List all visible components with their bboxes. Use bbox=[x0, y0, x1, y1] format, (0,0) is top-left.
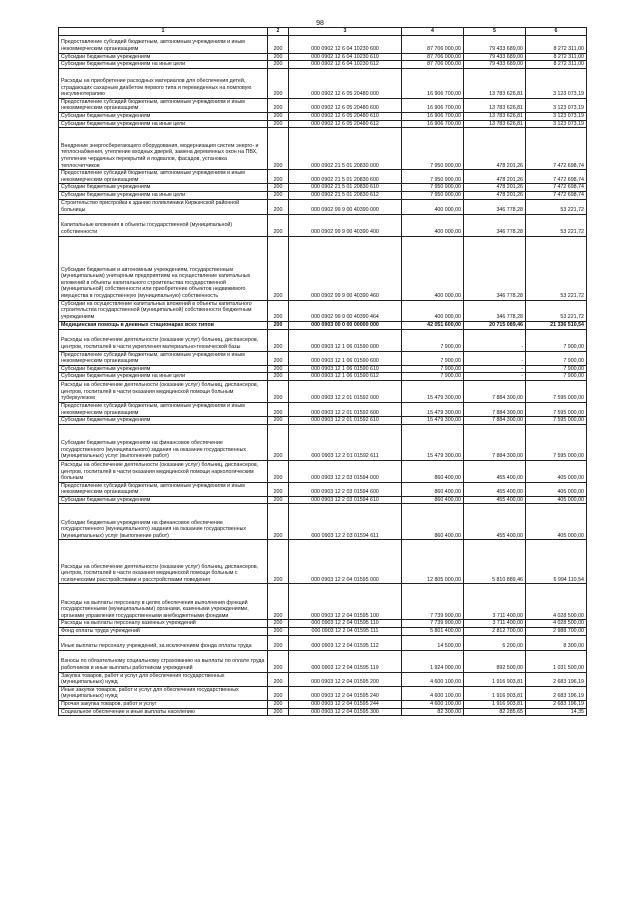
row-name: Предоставление субсидий бюджетным, автономным учреждениям и иным некоммерческим организациям bbox=[59, 482, 268, 496]
row-approved-amount: 15 479 300,00 bbox=[402, 417, 464, 425]
row-admin-code: 200 bbox=[268, 199, 289, 214]
row-executed-amount: 1 916 903,81 bbox=[464, 701, 526, 709]
row-unexecuted-amount: 1 031 500,00 bbox=[526, 650, 587, 672]
row-admin-code: 200 bbox=[268, 402, 289, 416]
row-executed-amount: 82 285,65 bbox=[464, 708, 526, 716]
row-approved-amount: 16 906 700,00 bbox=[402, 120, 464, 128]
row-executed-amount: 1 916 903,81 bbox=[464, 686, 526, 700]
table-row bbox=[59, 68, 587, 98]
row-unexecuted-amount: 7 472 698,74 bbox=[526, 191, 587, 199]
row-approved-amount: 400 000,00 bbox=[402, 236, 464, 300]
row-budget-code: 000 0902 12 6 05 20480 612 bbox=[289, 120, 402, 128]
row-name: Строительство пристройки к зданию поликлиники Киржачской районной больницы bbox=[59, 199, 268, 214]
page-number: 98 bbox=[316, 20, 324, 27]
row-budget-code: 000 0902 12 6 05 20480 610 bbox=[289, 112, 402, 120]
row-approved-amount: 4 600 100,00 bbox=[402, 686, 464, 700]
row-budget-code: 000 0903 12 1 06 01590 000 bbox=[289, 329, 402, 351]
row-unexecuted-amount: 3 123 073,19 bbox=[526, 120, 587, 128]
row-approved-amount: 400 000,00 bbox=[402, 214, 464, 236]
table-row bbox=[59, 199, 587, 214]
row-executed-amount: 346 778,28 bbox=[464, 199, 526, 214]
row-admin-code: 200 bbox=[268, 672, 289, 686]
row-unexecuted-amount: 7 900,00 bbox=[526, 329, 587, 351]
row-name: Предоставление субсидий бюджетным, автономным учреждениям и иным некоммерческим организациям bbox=[59, 351, 268, 365]
row-admin-code: 200 bbox=[268, 214, 289, 236]
row-budget-code: 000 0902 12 6 04 10230 610 bbox=[289, 53, 402, 61]
row-approved-amount: 42 051 600,00 bbox=[402, 321, 464, 329]
row-approved-amount: 860 400,00 bbox=[402, 460, 464, 482]
row-admin-code: 200 bbox=[268, 482, 289, 496]
row-approved-amount: 7 739 900,00 bbox=[402, 620, 464, 628]
row-executed-amount: 13 783 626,81 bbox=[464, 112, 526, 120]
row-approved-amount: 7 900,00 bbox=[402, 373, 464, 381]
row-executed-amount: 7 884 300,00 bbox=[464, 380, 526, 402]
row-budget-code: 000 0903 12 2 01 01592 611 bbox=[289, 424, 402, 460]
row-admin-code: 200 bbox=[268, 540, 289, 584]
row-executed-amount: 455 400,00 bbox=[464, 504, 526, 540]
header-col-2: 2 bbox=[268, 28, 289, 36]
row-approved-amount: 87 706 000,00 bbox=[402, 61, 464, 69]
row-approved-amount: 860 400,00 bbox=[402, 504, 464, 540]
row-name: Субсидии бюджетным учреждениям bbox=[59, 112, 268, 120]
budget-execution-table bbox=[58, 27, 587, 716]
row-admin-code: 200 bbox=[268, 61, 289, 69]
row-admin-code: 200 bbox=[268, 584, 289, 620]
row-executed-amount: 13 783 626,81 bbox=[464, 68, 526, 98]
row-executed-amount: 13 783 626,81 bbox=[464, 120, 526, 128]
row-unexecuted-amount: 7 595 000,00 bbox=[526, 380, 587, 402]
row-budget-code: 000 0903 12 2 01 01592 610 bbox=[289, 417, 402, 425]
row-approved-amount: 7 739 900,00 bbox=[402, 584, 464, 620]
row-name: Субсидии бюджетным учреждениям на иные цели bbox=[59, 61, 268, 69]
row-name: Расходы на обеспечение деятельности (оказание услуг) больниц, диспансеров, центров, госпиталей в части оказания медицинской помощи наркологическим больным bbox=[59, 460, 268, 482]
row-approved-amount: 16 906 700,00 bbox=[402, 68, 464, 98]
row-approved-amount: 15 479 300,00 bbox=[402, 402, 464, 416]
table-row bbox=[59, 424, 587, 460]
row-unexecuted-amount: 8 272 311,00 bbox=[526, 35, 587, 53]
table-row bbox=[59, 236, 587, 300]
table-row bbox=[59, 329, 587, 351]
row-admin-code: 200 bbox=[268, 170, 289, 184]
row-name: Расходы на обеспечение деятельности (оказание услуг) больниц, диспансеров, центров, госпиталей в части оказания медицинской помощи больным туберкулезом bbox=[59, 380, 268, 402]
row-budget-code: 000 0903 12 2 04 01595 240 bbox=[289, 686, 402, 700]
row-budget-code: 000 0903 12 1 06 01590 600 bbox=[289, 351, 402, 365]
row-executed-amount: 79 433 689,00 bbox=[464, 61, 526, 69]
row-name: Субсидии бюджетным учреждениям на финансовое обеспечение государственного (муниципального) задания на оказание государственных (муниципальных) услуг (выполнение работ) bbox=[59, 504, 268, 540]
row-executed-amount: 892 500,00 bbox=[464, 650, 526, 672]
row-executed-amount: 20 715 089,46 bbox=[464, 321, 526, 329]
row-budget-code: 000 0903 12 2 04 01595 300 bbox=[289, 708, 402, 716]
row-unexecuted-amount: 405 000,00 bbox=[526, 460, 587, 482]
header-col-1: 1 bbox=[59, 28, 268, 36]
row-admin-code: 200 bbox=[268, 98, 289, 112]
row-name: Взносы по обязательному социальному страхованию на выплаты по оплате труда работников и иные выплаты работникам учреждений bbox=[59, 650, 268, 672]
row-budget-code: 000 0903 12 2 04 01595 200 bbox=[289, 672, 402, 686]
row-budget-code: 000 0903 12 2 03 01594 000 bbox=[289, 460, 402, 482]
row-approved-amount: 14 500,00 bbox=[402, 635, 464, 650]
row-executed-amount: - bbox=[464, 373, 526, 381]
row-approved-amount: 87 706 000,00 bbox=[402, 35, 464, 53]
row-unexecuted-amount: 6 994 110,54 bbox=[526, 540, 587, 584]
row-name: Предоставление субсидий бюджетным, автономным учреждениям и иным некоммерческим организациям bbox=[59, 98, 268, 112]
row-executed-amount: 3 711 400,00 bbox=[464, 584, 526, 620]
row-admin-code: 200 bbox=[268, 365, 289, 373]
table-row bbox=[59, 321, 587, 329]
row-approved-amount: 400 000,00 bbox=[402, 199, 464, 214]
row-executed-amount: - bbox=[464, 329, 526, 351]
row-approved-amount: 7 950 900,00 bbox=[402, 191, 464, 199]
table-row bbox=[59, 98, 587, 112]
row-admin-code: 200 bbox=[268, 184, 289, 192]
row-budget-code: 000 0902 21 5 01 20830 610 bbox=[289, 184, 402, 192]
row-budget-code: 000 0903 12 2 04 01595 100 bbox=[289, 584, 402, 620]
row-admin-code: 200 bbox=[268, 417, 289, 425]
table-row bbox=[59, 402, 587, 416]
row-budget-code: 000 0903 12 2 03 01594 600 bbox=[289, 482, 402, 496]
row-unexecuted-amount: 53 221,72 bbox=[526, 214, 587, 236]
table-row bbox=[59, 635, 587, 650]
row-unexecuted-amount: 7 595 000,00 bbox=[526, 424, 587, 460]
table-row bbox=[59, 380, 587, 402]
row-approved-amount: 7 950 900,00 bbox=[402, 184, 464, 192]
row-name: Расходы на выплаты персоналу в целях обеспечения выполнения функций государственными (муниципальными) органами, казенными учреждениями, органами управления государственными внебюджетными фондами bbox=[59, 584, 268, 620]
row-unexecuted-amount: 8 272 311,00 bbox=[526, 53, 587, 61]
table-row bbox=[59, 214, 587, 236]
row-budget-code: 000 0902 12 6 05 20480 600 bbox=[289, 98, 402, 112]
row-name: Прочая закупка товаров, работ и услуг bbox=[59, 701, 268, 709]
row-budget-code: 000 0903 12 2 04 01595 244 bbox=[289, 701, 402, 709]
row-unexecuted-amount: 7 900,00 bbox=[526, 351, 587, 365]
row-unexecuted-amount: 2 683 196,19 bbox=[526, 672, 587, 686]
row-admin-code: 200 bbox=[268, 120, 289, 128]
row-admin-code: 200 bbox=[268, 68, 289, 98]
row-budget-code: 000 0903 12 2 01 01592 600 bbox=[289, 402, 402, 416]
row-executed-amount: 478 201,26 bbox=[464, 191, 526, 199]
header-col-6: 6 bbox=[526, 28, 587, 36]
table-row bbox=[59, 61, 587, 69]
row-name: Предоставление субсидий бюджетным, автономным учреждениям и иным некоммерческим организациям bbox=[59, 402, 268, 416]
row-approved-amount: 15 479 300,00 bbox=[402, 380, 464, 402]
row-name: Социальное обеспечение и иные выплаты населению bbox=[59, 708, 268, 716]
row-unexecuted-amount: 7 900,00 bbox=[526, 373, 587, 381]
row-approved-amount: 860 400,00 bbox=[402, 496, 464, 504]
row-admin-code: 200 bbox=[268, 460, 289, 482]
row-approved-amount: 15 479 300,00 bbox=[402, 424, 464, 460]
row-unexecuted-amount: 405 000,00 bbox=[526, 504, 587, 540]
row-name: Фонд оплаты труда учреждений bbox=[59, 628, 268, 636]
row-admin-code: 200 bbox=[268, 373, 289, 381]
row-unexecuted-amount: 8 300,00 bbox=[526, 635, 587, 650]
row-unexecuted-amount: 53 221,72 bbox=[526, 300, 587, 321]
row-executed-amount: 7 884 300,00 bbox=[464, 424, 526, 460]
table-row bbox=[59, 365, 587, 373]
table-row bbox=[59, 417, 587, 425]
table-row bbox=[59, 53, 587, 61]
row-executed-amount: 79 433 689,00 bbox=[464, 35, 526, 53]
row-approved-amount: 4 600 100,00 bbox=[402, 701, 464, 709]
row-admin-code: 200 bbox=[268, 53, 289, 61]
row-unexecuted-amount: 7 472 698,74 bbox=[526, 184, 587, 192]
row-executed-amount: 455 400,00 bbox=[464, 496, 526, 504]
row-executed-amount: 346 778,28 bbox=[464, 214, 526, 236]
row-unexecuted-amount: 7 472 698,74 bbox=[526, 170, 587, 184]
row-name: Субсидии бюджетным учреждениям bbox=[59, 53, 268, 61]
row-name: Субсидии бюджетным учреждениям bbox=[59, 417, 268, 425]
row-budget-code: 000 0903 12 2 03 01594 610 bbox=[289, 496, 402, 504]
row-unexecuted-amount: 2 988 700,00 bbox=[526, 628, 587, 636]
row-budget-code: 000 0902 21 5 01 20830 612 bbox=[289, 191, 402, 199]
table-row bbox=[59, 620, 587, 628]
row-approved-amount: 16 906 700,00 bbox=[402, 112, 464, 120]
row-executed-amount: 478 201,26 bbox=[464, 128, 526, 170]
row-budget-code: 000 0902 12 6 04 10230 600 bbox=[289, 35, 402, 53]
row-name: Капитальные вложения в объекты государственной (муниципальной) собственности bbox=[59, 214, 268, 236]
row-approved-amount: 5 801 400,00 bbox=[402, 628, 464, 636]
table-row bbox=[59, 496, 587, 504]
table-row bbox=[59, 672, 587, 686]
row-admin-code: 200 bbox=[268, 504, 289, 540]
row-budget-code: 000 0903 00 0 00 00000 000 bbox=[289, 321, 402, 329]
table-row bbox=[59, 650, 587, 672]
row-admin-code: 200 bbox=[268, 128, 289, 170]
row-budget-code: 000 0903 12 2 04 01595 112 bbox=[289, 635, 402, 650]
row-executed-amount: 7 884 300,00 bbox=[464, 417, 526, 425]
row-executed-amount: 2 812 700,00 bbox=[464, 628, 526, 636]
row-admin-code: 200 bbox=[268, 236, 289, 300]
row-executed-amount: 1 916 903,81 bbox=[464, 672, 526, 686]
row-executed-amount: - bbox=[464, 365, 526, 373]
table-row bbox=[59, 300, 587, 321]
row-name: Субсидии бюджетным учреждениям bbox=[59, 184, 268, 192]
row-admin-code: 200 bbox=[268, 701, 289, 709]
row-budget-code: 000 0902 21 5 01 20830 000 bbox=[289, 128, 402, 170]
row-admin-code: 200 bbox=[268, 496, 289, 504]
row-budget-code: 000 0902 12 6 04 10230 612 bbox=[289, 61, 402, 69]
row-admin-code: 200 bbox=[268, 191, 289, 199]
row-name: Субсидии бюджетным учреждениям на иные цели bbox=[59, 373, 268, 381]
row-name: Субсидии бюджетным учреждениям на иные цели bbox=[59, 120, 268, 128]
row-executed-amount: 478 201,26 bbox=[464, 170, 526, 184]
row-name: Закупка товаров, работ и услуг для обеспечения государственных (муниципальных) нужд bbox=[59, 672, 268, 686]
row-budget-code: 000 0902 99 9 00 40390 460 bbox=[289, 236, 402, 300]
header-col-4: 4 bbox=[402, 28, 464, 36]
row-unexecuted-amount: 21 336 510,54 bbox=[526, 321, 587, 329]
row-unexecuted-amount: 53 221,72 bbox=[526, 236, 587, 300]
row-name: Субсидии бюджетным учреждениям на финансовое обеспечение государственного (муниципального) задания на оказание государственных (муниципальных) услуг (выполнение работ) bbox=[59, 424, 268, 460]
row-approved-amount: 87 706 000,00 bbox=[402, 53, 464, 61]
header-col-3: 3 bbox=[289, 28, 402, 36]
row-name: Субсидии на осуществление капитальных вложений в объекты капитального строительства государственной (муниципальной) собственности бюджетным учреждениям bbox=[59, 300, 268, 321]
row-executed-amount: 478 201,26 bbox=[464, 184, 526, 192]
row-executed-amount: - bbox=[464, 351, 526, 365]
row-name: Субсидии бюджетным учреждениям bbox=[59, 365, 268, 373]
header-col-5: 5 bbox=[464, 28, 526, 36]
row-unexecuted-amount: 2 683 196,19 bbox=[526, 701, 587, 709]
table-row bbox=[59, 373, 587, 381]
row-name: Предоставление субсидий бюджетным, автономным учреждениям и иным некоммерческим организациям bbox=[59, 35, 268, 53]
row-budget-code: 000 0902 12 6 05 20480 000 bbox=[289, 68, 402, 98]
row-admin-code: 200 bbox=[268, 686, 289, 700]
row-admin-code: 200 bbox=[268, 35, 289, 53]
row-budget-code: 000 0903 12 1 06 01590 610 bbox=[289, 365, 402, 373]
row-name: Расходы на выплаты персоналу казенных учреждений bbox=[59, 620, 268, 628]
row-budget-code: 000 0902 99 9 00 40390 000 bbox=[289, 199, 402, 214]
row-admin-code: 200 bbox=[268, 112, 289, 120]
row-approved-amount: 7 900,00 bbox=[402, 351, 464, 365]
row-name: Субсидии бюджетным учреждениям на иные цели bbox=[59, 191, 268, 199]
row-unexecuted-amount: 4 028 500,00 bbox=[526, 620, 587, 628]
row-name: Расходы на обеспечение деятельности (оказание услуг) больниц, диспансеров, центров, госпиталей в части укрепления материально-технической базы bbox=[59, 329, 268, 351]
row-approved-amount: 1 924 000,00 bbox=[402, 650, 464, 672]
row-unexecuted-amount: 14,35 bbox=[526, 708, 587, 716]
table-row bbox=[59, 686, 587, 700]
table-row bbox=[59, 120, 587, 128]
row-approved-amount: 12 805 000,00 bbox=[402, 540, 464, 584]
row-unexecuted-amount: 53 221,72 bbox=[526, 199, 587, 214]
row-admin-code: 200 bbox=[268, 300, 289, 321]
row-unexecuted-amount: 7 595 000,00 bbox=[526, 417, 587, 425]
row-name: Иные закупки товаров, работ и услуг для обеспечения государственных (муниципальных) нужд bbox=[59, 686, 268, 700]
row-budget-code: 000 0903 12 2 01 01592 000 bbox=[289, 380, 402, 402]
table-row bbox=[59, 701, 587, 709]
row-approved-amount: 400 000,00 bbox=[402, 300, 464, 321]
row-executed-amount: 79 433 689,00 bbox=[464, 53, 526, 61]
table-row bbox=[59, 708, 587, 716]
row-unexecuted-amount: 3 123 073,19 bbox=[526, 112, 587, 120]
row-admin-code: 200 bbox=[268, 329, 289, 351]
table-row bbox=[59, 628, 587, 636]
table-row bbox=[59, 460, 587, 482]
row-name: Расходы на обеспечение деятельности (оказание услуг) больниц, диспансеров, центров, госпиталей в части оказания медицинской помощи больным с психическими расстройствами и расстройствами поведения bbox=[59, 540, 268, 584]
row-executed-amount: 6 200,00 bbox=[464, 635, 526, 650]
row-budget-code: 000 0903 12 1 06 01590 612 bbox=[289, 373, 402, 381]
row-name: Иные выплаты персоналу учреждений, за исключением фонда оплаты труда bbox=[59, 635, 268, 650]
row-budget-code: 000 0902 99 9 00 40390 400 bbox=[289, 214, 402, 236]
row-admin-code: 200 bbox=[268, 424, 289, 460]
row-unexecuted-amount: 7 595 000,00 bbox=[526, 402, 587, 416]
table-row bbox=[59, 191, 587, 199]
row-approved-amount: 7 950 900,00 bbox=[402, 170, 464, 184]
row-approved-amount: 82 300,00 bbox=[402, 708, 464, 716]
row-budget-code: 000 0903 12 2 04 01595 111 bbox=[289, 628, 402, 636]
row-executed-amount: 346 778,28 bbox=[464, 236, 526, 300]
row-admin-code: 200 bbox=[268, 708, 289, 716]
row-budget-code: 000 0903 12 2 04 01595 000 bbox=[289, 540, 402, 584]
row-admin-code: 200 bbox=[268, 351, 289, 365]
row-name: Расходы на приобретение расходных материалов для обеспечения детей, страдающих сахарным диабетом первого типа и переведенных на помповую инсулинотерапию bbox=[59, 68, 268, 98]
row-executed-amount: 5 810 889,46 bbox=[464, 540, 526, 584]
row-executed-amount: 7 884 300,00 bbox=[464, 402, 526, 416]
row-unexecuted-amount: 3 123 073,19 bbox=[526, 98, 587, 112]
table-row bbox=[59, 170, 587, 184]
row-budget-code: 000 0902 99 9 00 40390 464 bbox=[289, 300, 402, 321]
row-name: Предоставление субсидий бюджетным, автономным учреждениям и иным некоммерческим организациям bbox=[59, 170, 268, 184]
row-admin-code: 200 bbox=[268, 635, 289, 650]
row-executed-amount: 13 783 626,81 bbox=[464, 98, 526, 112]
table-row bbox=[59, 504, 587, 540]
row-approved-amount: 7 900,00 bbox=[402, 329, 464, 351]
row-name: Субсидии бюджетным учреждениям bbox=[59, 496, 268, 504]
row-unexecuted-amount: 7 900,00 bbox=[526, 365, 587, 373]
row-executed-amount: 346 778,28 bbox=[464, 300, 526, 321]
table-row bbox=[59, 128, 587, 170]
row-executed-amount: 455 400,00 bbox=[464, 482, 526, 496]
row-executed-amount: 455 400,00 bbox=[464, 460, 526, 482]
row-name: Субсидии бюджетным и автономным учреждениям, государственным (муниципальным) унитарным предприятиям на осуществление капитальных вложений в объекты капитального строительства государственной (муниципальной) собственности или приобретение объектов недвижимого имущества в государственную (муниципальную) собственность bbox=[59, 236, 268, 300]
column-number-header-row bbox=[59, 28, 587, 36]
row-unexecuted-amount: 8 272 311,00 bbox=[526, 61, 587, 69]
row-unexecuted-amount: 2 683 196,19 bbox=[526, 686, 587, 700]
row-admin-code: 200 bbox=[268, 628, 289, 636]
row-unexecuted-amount: 405 000,00 bbox=[526, 496, 587, 504]
row-budget-code: 000 0903 12 2 04 01595 119 bbox=[289, 650, 402, 672]
row-approved-amount: 7 900,00 bbox=[402, 365, 464, 373]
row-approved-amount: 860 400,00 bbox=[402, 482, 464, 496]
row-unexecuted-amount: 4 028 500,00 bbox=[526, 584, 587, 620]
row-admin-code: 200 bbox=[268, 321, 289, 329]
row-approved-amount: 7 950 900,00 bbox=[402, 128, 464, 170]
row-name: Внедрение энергосберегающего оборудования, модернизация систем энерго- и теплоснабжения, утепление входных дверей, замена деревянных окон на ПВХ, утепление чердачных перекрытий и подвалов, фасадов, установка теплосчетчиков bbox=[59, 128, 268, 170]
row-budget-code: 000 0902 21 5 01 20830 600 bbox=[289, 170, 402, 184]
row-approved-amount: 4 600 100,00 bbox=[402, 672, 464, 686]
row-unexecuted-amount: 3 123 073,19 bbox=[526, 68, 587, 98]
table-row bbox=[59, 35, 587, 53]
row-approved-amount: 16 906 700,00 bbox=[402, 98, 464, 112]
row-admin-code: 200 bbox=[268, 620, 289, 628]
table-row bbox=[59, 584, 587, 620]
table-row bbox=[59, 184, 587, 192]
table-row bbox=[59, 112, 587, 120]
table-row bbox=[59, 540, 587, 584]
row-executed-amount: 3 711 400,00 bbox=[464, 620, 526, 628]
row-unexecuted-amount: 405 000,00 bbox=[526, 482, 587, 496]
row-name: Медицинская помощь в дневных стационарах всех типов bbox=[59, 321, 268, 329]
table-row bbox=[59, 351, 587, 365]
row-budget-code: 000 0903 12 2 03 01594 611 bbox=[289, 504, 402, 540]
row-budget-code: 000 0903 12 2 04 01595 110 bbox=[289, 620, 402, 628]
table-row bbox=[59, 482, 587, 496]
row-admin-code: 200 bbox=[268, 650, 289, 672]
row-admin-code: 200 bbox=[268, 380, 289, 402]
row-unexecuted-amount: 7 472 698,74 bbox=[526, 128, 587, 170]
